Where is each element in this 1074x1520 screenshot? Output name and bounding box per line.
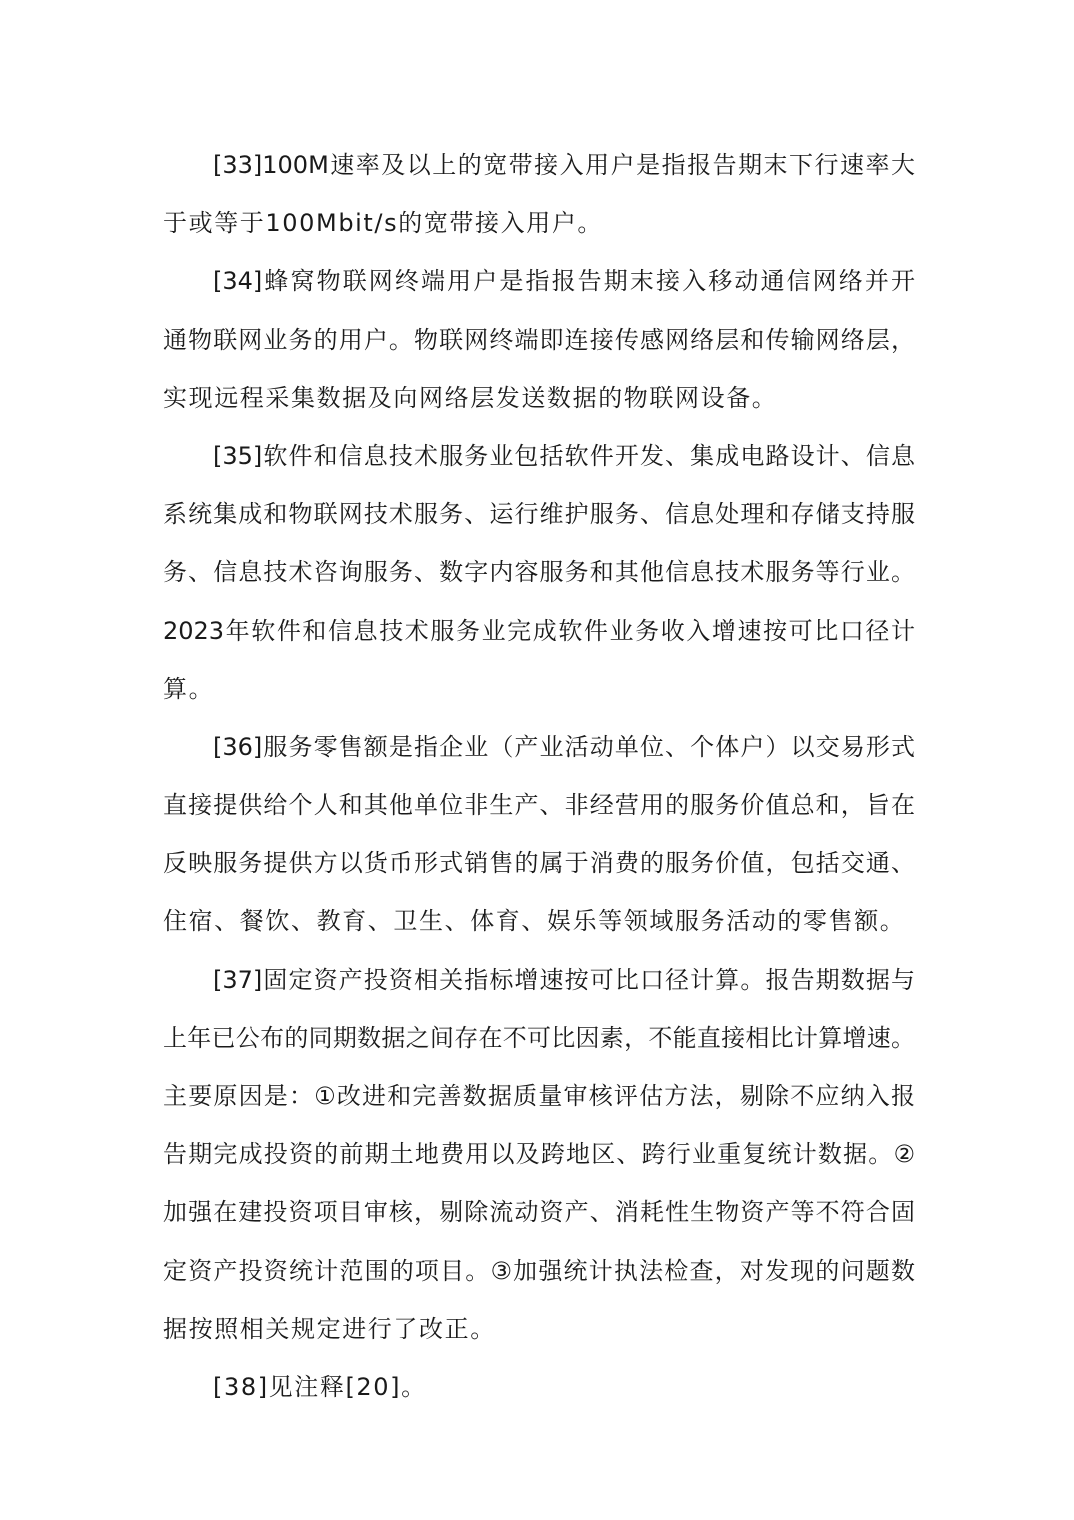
note-37 [163, 951, 915, 1358]
note-line: [36]服务零售额是指企业（产业活动单位、个体户）以交易形式 [213, 732, 915, 761]
note-line: 加强在建投资项目审核，剔除流动资产、消耗性生物资产等不符合固 [163, 1198, 915, 1227]
note-line: 上年已公布的同期数据之间存在不可比因素，不能直接相比计算增速。 [163, 1023, 915, 1052]
note-33 [163, 136, 915, 252]
note-line: [33]100M速率及以上的宽带接入用户是指报告期末下行速率大 [213, 151, 915, 179]
note-line: 实现远程采集数据及向网络层发送数据的物联网设备。 [163, 383, 778, 412]
note-line: 务、信息技术咨询服务、数字内容服务和其他信息技术服务等行业。 [163, 558, 915, 587]
note-line: 主要原因是：①改进和完善数据质量审核评估方法，剔除不应纳入报 [163, 1082, 915, 1110]
note-line: 直接提供给个人和其他单位非生产、非经营用的服务价值总和，旨在 [163, 791, 915, 820]
note-line: 告期完成投资的前期土地费用以及跨地区、跨行业重复统计数据。② [163, 1140, 915, 1169]
note-line: [37]固定资产投资相关指标增速按可比口径计算。报告期数据与 [213, 965, 915, 994]
note-line: 于或等于100Mbit/s的宽带接入用户。 [163, 209, 604, 238]
notes-content [163, 136, 915, 1416]
note-35 [163, 427, 915, 718]
note-line: [34]蜂窝物联网终端用户是指报告期末接入移动通信网络并开 [213, 267, 915, 296]
note-36 [163, 718, 915, 951]
note-line: 据按照相关规定进行了改正。 [163, 1314, 496, 1343]
note-34 [163, 252, 915, 427]
note-line: 系统集成和物联网技术服务、运行维护服务、信息处理和存储支持服 [163, 500, 915, 529]
note-line: 2023年软件和信息技术服务业完成软件业务收入增速按可比口径计 [163, 616, 915, 645]
note-line: 反映服务提供方以货币形式销售的属于消费的服务价值，包括交通、 [163, 849, 915, 878]
note-line: [35]软件和信息技术服务业包括软件开发、集成电路设计、信息 [213, 441, 915, 470]
note-38 [163, 1358, 915, 1416]
note-line: 定资产投资统计范围的项目。③加强统计执法检查，对发现的问题数 [163, 1256, 915, 1285]
note-line: 通物联网业务的用户。物联网终端即连接传感网络层和传输网络层， [163, 325, 915, 354]
note-line: 算。 [163, 674, 215, 703]
note-line: 住宿、餐饮、教育、卫生、体育、娱乐等领域服务活动的零售额。 [163, 907, 906, 936]
note-line: [38]见注释[20]。 [213, 1372, 427, 1401]
